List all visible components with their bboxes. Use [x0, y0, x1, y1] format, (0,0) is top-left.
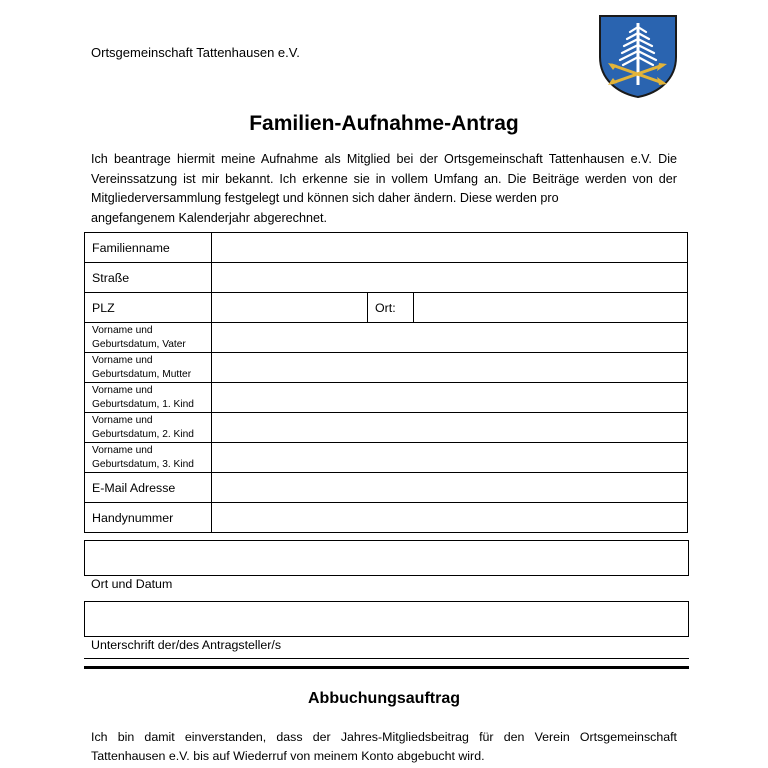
form-row-mutter [85, 353, 688, 383]
familienname-label: Familienname [85, 233, 212, 263]
kind3-label-line2: Geburtsdatum, 3. Kind [92, 458, 194, 470]
form-row-kind1 [85, 383, 688, 413]
kind2-label-line2: Geburtsdatum, 2. Kind [92, 428, 194, 440]
divider-thin [84, 658, 689, 659]
plz-field[interactable] [212, 293, 368, 323]
page-title: Familien-Aufnahme-Antrag [249, 112, 519, 135]
mutter-field[interactable] [212, 353, 688, 383]
kind2-field[interactable] [212, 413, 688, 443]
form-row-plz-ort [85, 293, 688, 323]
vater-label-line1: Vorname und [92, 324, 153, 336]
strasse-label: Straße [85, 263, 212, 293]
kind2-label [85, 413, 212, 443]
vater-label [85, 323, 212, 353]
divider-thick [84, 666, 689, 669]
place-date-caption: Ort und Datum [91, 577, 173, 591]
signature-field[interactable] [84, 601, 689, 637]
mutter-label-line1: Vorname und [92, 354, 153, 366]
form-row-familienname [85, 233, 688, 263]
vater-field[interactable] [212, 323, 688, 353]
place-date-field[interactable] [84, 540, 689, 576]
plz-label: PLZ [85, 293, 212, 323]
direct-debit-title: Abbuchungsauftrag [308, 690, 460, 707]
form-row-kind2 [85, 413, 688, 443]
intro-last-line: angefangenem Kalenderjahr abgerechnet. [91, 210, 327, 225]
member-form-table [84, 232, 688, 533]
intro-text [91, 150, 677, 228]
mutter-label-line2: Geburtsdatum, Mutter [92, 368, 192, 380]
form-row-kind3 [85, 443, 688, 473]
intro-paragraph: Ich beantrage hiermit meine Aufnahme als Mitglied bei der Ortsgemeinschaft Tattenhausen e.V. Die Vereinssatzung ist mir bekannt. Ich erkenne sie in vollem Umfang an. Die Beiträge werden von der Mitgliederversammlung festgelegt und können sich daher ändern. Diese werden pro [91, 152, 677, 205]
kind1-field[interactable] [212, 383, 688, 413]
organization-name: Ortsgemeinschaft Tattenhausen e.V. [91, 45, 300, 60]
ort-field[interactable] [414, 293, 688, 323]
form-row-vater [85, 323, 688, 353]
email-field[interactable] [212, 473, 688, 503]
form-row-handy [85, 503, 688, 533]
form-row-email [85, 473, 688, 503]
coat-of-arms-icon [597, 13, 679, 99]
kind1-label-line2: Geburtsdatum, 1. Kind [92, 398, 194, 410]
kind3-label-line1: Vorname und [92, 444, 153, 456]
form-row-strasse [85, 263, 688, 293]
handy-field[interactable] [212, 503, 688, 533]
kind1-label [85, 383, 212, 413]
direct-debit-text: Ich bin damit einverstanden, dass der Jahres-Mitgliedsbeitrag für den Verein Ortsgemeinschaft Tattenhausen e.V. bis auf Wiederruf von meinem Konto abgebucht wird. [91, 730, 677, 763]
kind3-label [85, 443, 212, 473]
signature-caption: Unterschrift der/des Antragsteller/s [91, 638, 282, 652]
handy-label: Handynummer [85, 503, 212, 533]
mutter-label [85, 353, 212, 383]
ort-label: Ort: [368, 293, 414, 323]
email-label: E-Mail Adresse [85, 473, 212, 503]
kind2-label-line1: Vorname und [92, 414, 153, 426]
vater-label-line2: Geburtsdatum, Vater [92, 338, 186, 350]
familienname-field[interactable] [212, 233, 688, 263]
kind3-field[interactable] [212, 443, 688, 473]
kind1-label-line1: Vorname und [92, 384, 153, 396]
strasse-field[interactable] [212, 263, 688, 293]
